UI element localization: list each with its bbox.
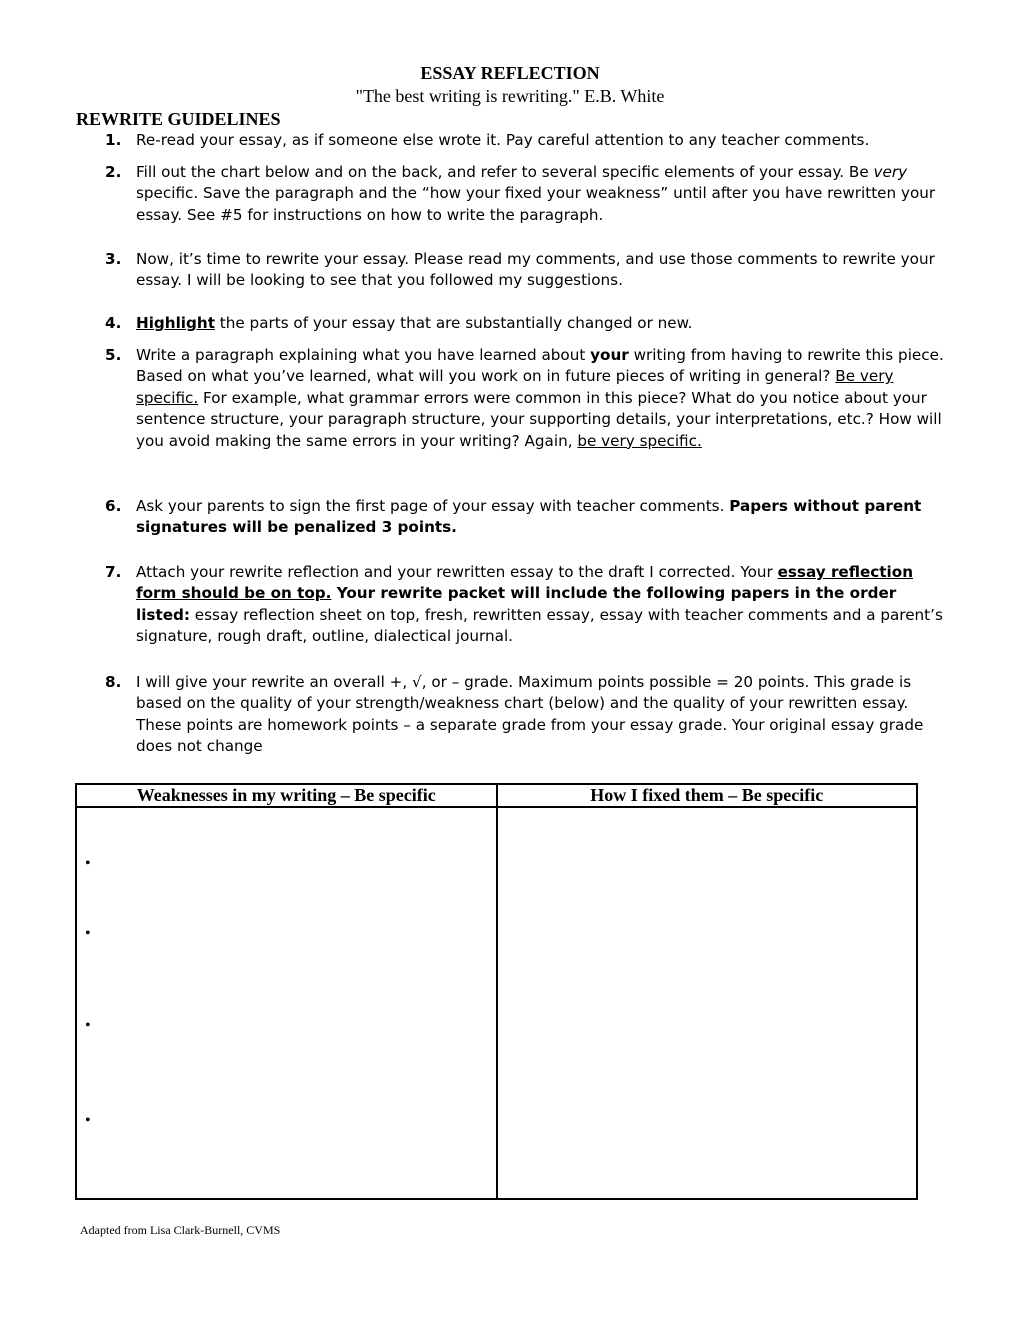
guideline-text: specific. Save the paragraph and the “how your fixed your weakness” until after you have rewritten your essay. See #5 for instructions on how to write the paragraph. xyxy=(136,184,936,224)
epigraph-quote: "The best writing is rewriting." E.B. White xyxy=(355,86,665,106)
guideline-8 xyxy=(105,672,955,758)
guideline-number: 5. xyxy=(105,346,122,364)
guideline-text: For example, what grammar errors were common in this piece? What do you notice about your sentence structure, your paragraph structure, your supporting details, your interpretations, etc.? How will you avoid making the same errors in your writing? Again, xyxy=(136,388,942,450)
bullet-icon: • xyxy=(85,855,91,872)
guideline-text: Write a paragraph explaining what you have learned about xyxy=(136,346,591,364)
guideline-number: 3. xyxy=(105,250,122,268)
fixes-cell[interactable] xyxy=(497,807,918,1199)
guideline-text: Ask your parents to sign the first page of your essay with teacher comments. xyxy=(136,497,730,515)
guideline-text: the parts of your essay that are substantially changed or new. xyxy=(214,314,693,332)
guideline-number: 7. xyxy=(105,563,122,581)
underlined-text: Be very specific. xyxy=(136,367,894,407)
bold-text: your xyxy=(590,346,629,364)
guideline-2 xyxy=(105,162,955,226)
guideline-number: 1. xyxy=(105,131,122,149)
guideline-number: 8. xyxy=(105,673,122,691)
guideline-text: writing from having to rewrite this piece. Based on what you’ve learned, what will you work on in future pieces of writing in general? xyxy=(136,346,944,386)
emphasis-text: very xyxy=(873,163,908,181)
guideline-5 xyxy=(105,345,955,452)
bold-underlined-text: essay reflection form should be on top. xyxy=(136,563,914,603)
underlined-text: be very specific. xyxy=(577,431,702,450)
guideline-number: 6. xyxy=(105,497,122,515)
guideline-text: I will give your rewrite an overall +, √, or – grade. Maximum points possible = 20 points. This grade is based on the quality of your strength/weakness chart (below) and the quality of your rewritten essay. These points are homework points – a separate grade from your essay grade. Your original essay grade does not change xyxy=(136,673,924,756)
document-title: ESSAY REFLECTION xyxy=(420,63,600,83)
weakness-chart xyxy=(75,783,918,1200)
bullet-icon: • xyxy=(85,1017,91,1034)
guideline-text: Attach your rewrite reflection and your rewritten essay to the draft I corrected. Your xyxy=(136,563,778,581)
guideline-7 xyxy=(105,562,955,648)
weaknesses-cell[interactable] xyxy=(76,807,497,1199)
bold-text: Your rewrite packet will include the following papers in the order listed: xyxy=(136,584,897,624)
chart-header-weaknesses: Weaknesses in my writing – Be specific xyxy=(76,784,497,807)
guideline-text: essay reflection sheet on top, fresh, rewritten essay, essay with teacher comments and a parent’s signature, rough draft, outline, dialectical journal. xyxy=(136,605,943,646)
bullet-icon: • xyxy=(85,925,91,942)
guideline-text: Now, it’s time to rewrite your essay. Please read my comments, and use those comments to rewrite your essay. I will be looking to see that you followed my suggestions. xyxy=(136,250,935,290)
attribution-footer: Adapted from Lisa Clark-Burnell, CVMS xyxy=(80,1223,281,1237)
bullet-icon: • xyxy=(85,1112,91,1129)
guideline-text: Re-read your essay, as if someone else wrote it. Pay careful attention to any teacher comments. xyxy=(136,131,870,149)
guideline-text: Fill out the chart below and on the back, and refer to several specific elements of your essay. Be xyxy=(136,163,874,181)
penalty-warning: Papers without parent signatures will be penalized 3 points. xyxy=(136,497,922,537)
guideline-number: 2. xyxy=(105,163,122,181)
guideline-6 xyxy=(105,496,955,539)
section-heading: REWRITE GUIDELINES xyxy=(76,109,281,129)
chart-header-fixes: How I fixed them – Be specific xyxy=(497,784,918,807)
highlight-keyword: Highlight xyxy=(136,314,215,332)
guideline-4 xyxy=(105,313,955,334)
guideline-1 xyxy=(105,130,955,151)
guideline-3 xyxy=(105,249,955,292)
guideline-number: 4. xyxy=(105,314,122,332)
